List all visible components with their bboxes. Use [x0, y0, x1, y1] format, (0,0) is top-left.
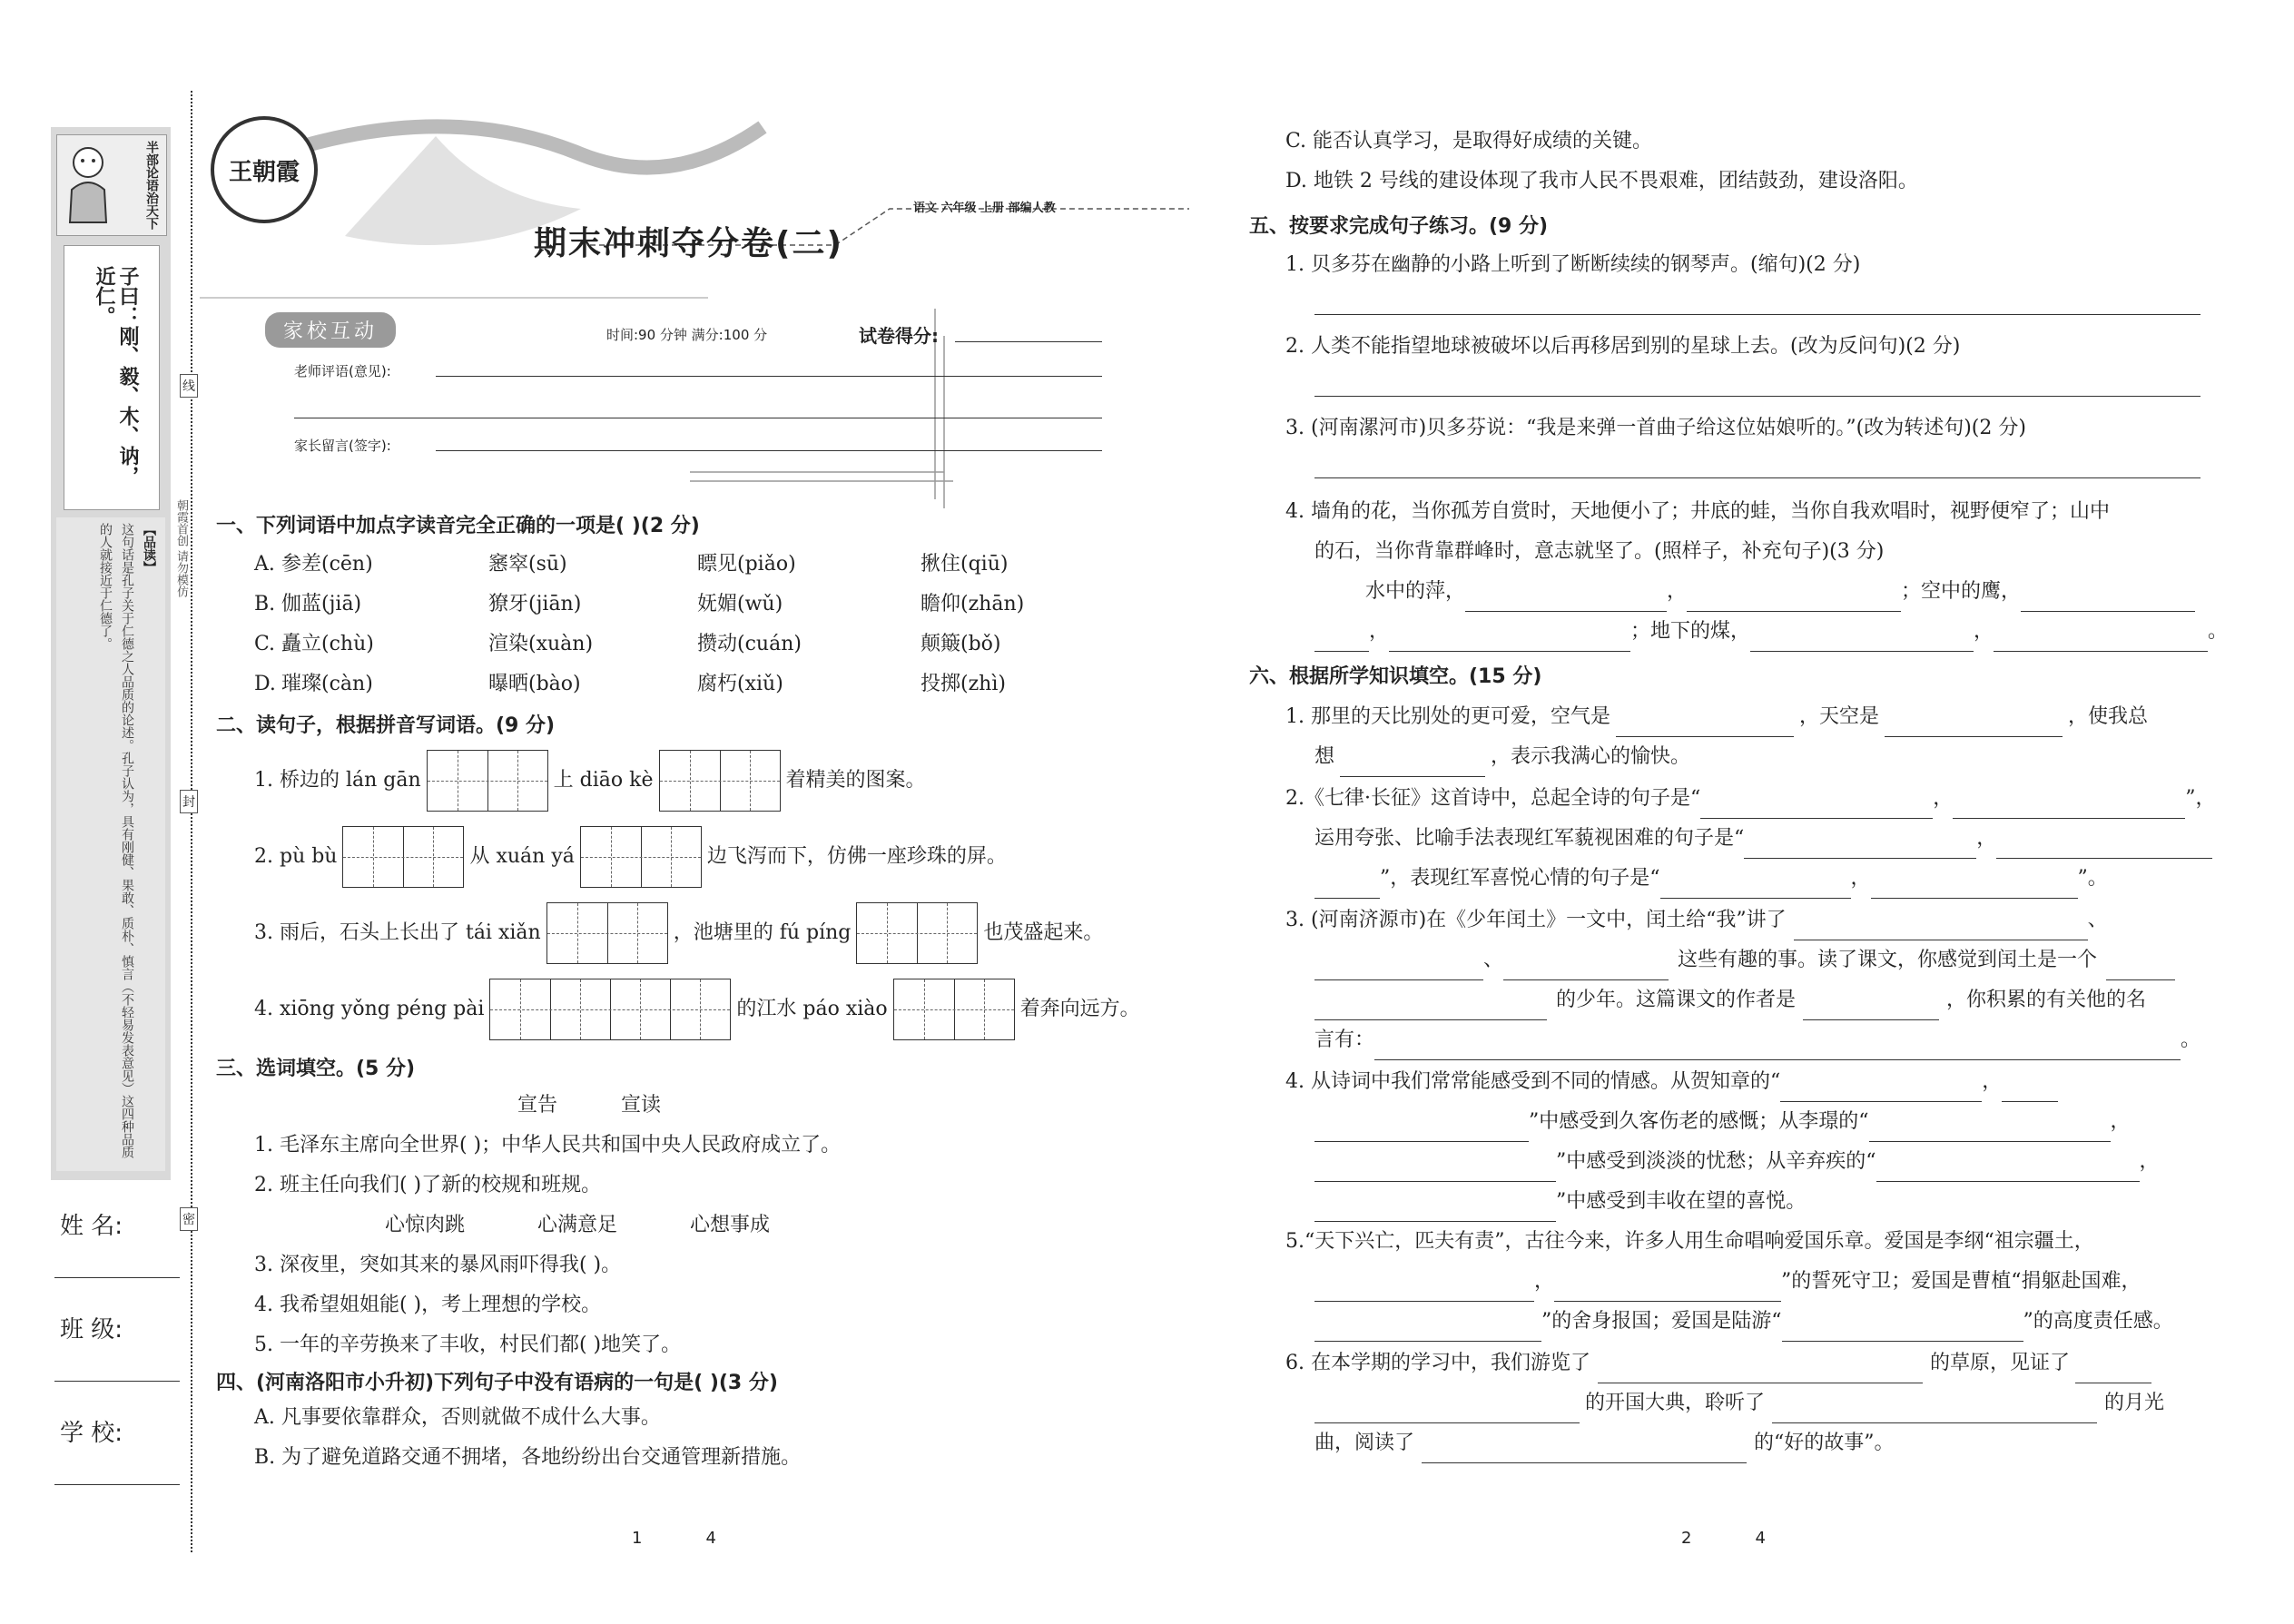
text: 的开国大典，聆听了 [1585, 1392, 1766, 1414]
text: ；空中的鹰， [1901, 580, 2022, 603]
name-field-group [54, 1207, 182, 1485]
blank[interactable] [1700, 794, 1933, 819]
section-6-title: 六、根据所学知识填空。(15 分) [1249, 665, 1542, 688]
sec5-q1: 1. 贝多芬在幽静的小路上听到了断断续续的钢琴声。(缩句)(2 分) [1285, 253, 1861, 276]
blank[interactable] [2106, 956, 2175, 980]
word-choices-2 [385, 1206, 770, 1245]
section-1-options [254, 545, 1024, 704]
answer-grid[interactable] [580, 826, 702, 888]
text: ， [2110, 1110, 2131, 1133]
brand-logo-text: 王朝霞 [228, 158, 300, 186]
sec6-q2-line3 [1314, 859, 2108, 899]
blank[interactable] [1554, 1277, 1781, 1302]
fill-q2[interactable]: 2. 班主任向我们( )了新的校规和班规。 [254, 1174, 602, 1196]
text: ”， [2185, 787, 2216, 810]
sec4-option-b[interactable]: B. 为了避免道路交通不拥堵，各地纷纷出台交通管理新措施。 [254, 1446, 802, 1469]
blank[interactable] [1744, 834, 1976, 859]
sidebar-motto: 半部论语治天下 [144, 141, 159, 230]
teacher-comment-label: 老师评语(意见): [294, 363, 391, 379]
word-choices-1 [517, 1086, 661, 1126]
text: 的少年。这篇课文的作者是 [1556, 989, 1797, 1011]
text: ， [1982, 1070, 2003, 1093]
fill-q1[interactable]: 1. 毛泽东主席向全世界( )；中华人民共和国中央人民政府成立了。 [254, 1134, 842, 1156]
sec6-q2-line2 [1314, 819, 2212, 859]
sec6-q5-line1: 5.“天下兴亡，匹夫有责”，古往今来，许多人用生命唱响爱国乐章。爱国是李纲“祖宗疆土， [1285, 1230, 2094, 1253]
pinyin-text: 的江水 páo xiào [736, 998, 888, 1020]
blank[interactable] [1314, 1317, 1541, 1342]
pinyin-q1 [254, 750, 926, 812]
pinyin-text: 上 diāo kè [553, 769, 654, 792]
sec6-q4-line3 [1314, 1142, 2160, 1182]
score-label: 试卷得分: [859, 325, 939, 347]
option-word: 渲染(xuàn) [488, 633, 594, 655]
class-input-line[interactable] [54, 1381, 180, 1382]
parent-comment-line[interactable] [436, 450, 1102, 451]
text: 想 [1314, 745, 1335, 768]
option-label: A. [254, 553, 275, 576]
option-word: 参差(cēn) [281, 553, 373, 576]
sec5-q4-line1: 4. 墙角的花，当你孤芳自赏时，天地便小了；井底的蛙，当你自我欢唱时，视野便窄了；山中 [1285, 500, 2110, 523]
section-2-title: 二、读句子，根据拼音写词语。(9 分) [216, 714, 556, 737]
sec5-q4-line2: 的石，当你背靠群峰时，意志就坚了。(照样子，补充句子)(3 分) [1314, 540, 1885, 563]
blank[interactable] [1750, 627, 1974, 652]
time-info: 时间:90 分钟 满分:100 分 [606, 327, 768, 343]
blank[interactable] [1782, 1317, 2023, 1342]
sidebar-commentary-box [56, 517, 165, 1171]
sec6-q4-line4 [1314, 1182, 1806, 1222]
blank[interactable] [1876, 1157, 2140, 1182]
sec6-q1-line2 [1314, 737, 1690, 777]
text: 这些有趣的事。读了课文，你感觉到闰土是一个 [1678, 949, 2098, 971]
text: ，天空是 [1799, 705, 1880, 728]
blank[interactable] [1503, 956, 1669, 980]
blank[interactable] [1869, 1117, 2111, 1142]
pinyin-text: ，池塘里的 fú píng [673, 921, 852, 944]
sec5-q3-answer-line[interactable] [1314, 477, 2200, 478]
sec5-q1-answer-line[interactable] [1314, 314, 2200, 315]
blank[interactable] [1389, 627, 1630, 652]
section-3-title: 三、选词填空。(5 分) [216, 1058, 416, 1080]
blank[interactable] [1794, 916, 2088, 940]
page-no: 2 [1681, 1529, 1692, 1548]
answer-grid[interactable] [893, 979, 1015, 1040]
blank[interactable] [1314, 1277, 1534, 1302]
sec6-q5-line3 [1314, 1302, 2173, 1342]
option-word: 妩媚(wǔ) [697, 593, 783, 615]
option-label: C. [254, 633, 276, 655]
text: 6. 在本学期的学习中，我们游览了 [1285, 1352, 1590, 1374]
option-b[interactable] [254, 585, 1024, 625]
text: 曲，阅读了 [1314, 1432, 1415, 1454]
text: 的“好的故事”。 [1754, 1432, 1895, 1454]
answer-grid[interactable] [546, 902, 668, 964]
blank[interactable] [1314, 956, 1483, 980]
answer-grid[interactable] [489, 979, 731, 1040]
option-word: 曝晒(bào) [488, 673, 581, 695]
text: ”中感受到淡淡的忧愁；从辛弃疾的“ [1556, 1150, 1876, 1173]
answer-grid[interactable] [342, 826, 464, 888]
commentary-text: 这句话是孔子关于仁德之人品质的论述。孔子认为，具有刚健、果敢、质朴、慎言（不轻易发表意见）这四种品质的人就接近于仁德了。 [98, 523, 134, 1158]
option-a[interactable] [254, 545, 1024, 585]
sec6-q3-line4 [1314, 1020, 2200, 1060]
blank[interactable] [1616, 713, 1794, 737]
pinyin-text: 着精美的图案。 [785, 769, 926, 792]
blank[interactable] [1314, 996, 1547, 1020]
pinyin-text: 4. xiōng yǒng péng pài [254, 998, 485, 1020]
blank[interactable] [1314, 874, 1380, 899]
page-title: 期末冲刺夺分卷(二) [534, 225, 843, 262]
option-label: B. [254, 593, 276, 615]
answer-grid[interactable] [427, 750, 548, 812]
parent-comment-label: 家长留言(签字): [294, 438, 391, 454]
text: 。 [2181, 1029, 2201, 1051]
blank[interactable] [2021, 587, 2195, 612]
fill-q4[interactable]: 4. 我希望姐姐能( )，考上理想的学校。 [254, 1294, 602, 1316]
sec6-q2-line1 [1285, 779, 2216, 819]
blank[interactable] [1660, 874, 1851, 899]
text: ， [1933, 787, 1954, 810]
sec4-option-d[interactable]: D. 地铁 2 号线的建设体现了我市人民不畏艰难，团结鼓劲，建设洛阳。 [1285, 170, 1918, 192]
sec6-q5-line2 [1314, 1262, 2141, 1302]
answer-grid[interactable] [856, 902, 978, 964]
text: 3. (河南济源市)在《少年闰土》一文中，闰土给“我”讲了 [1285, 909, 1787, 931]
name-label: 姓 名: [60, 1213, 123, 1240]
option-word: 瞟见(piǎo) [697, 553, 796, 576]
pinyin-text: 也茂盛起来。 [983, 921, 1104, 944]
pinyin-text: 边飞泻而下，仿佛一座珍珠的屏。 [706, 845, 1007, 868]
word-choice: 心惊肉跳 [385, 1214, 466, 1236]
option-word: 腐朽(xiǔ) [697, 673, 783, 695]
page-total: 4 [1755, 1529, 1766, 1548]
sec6-q6-line1 [1285, 1343, 2151, 1383]
option-word: 投掷(zhì) [921, 673, 1006, 695]
text: ”的誓死守卫；爱国是曹植“捐躯赴国难， [1781, 1270, 2141, 1293]
school-input-line[interactable] [54, 1484, 180, 1485]
blank[interactable] [1803, 996, 1939, 1020]
blank[interactable] [1953, 794, 2185, 819]
sec6-q6-line2 [1314, 1383, 2164, 1423]
blank[interactable] [1314, 627, 1369, 652]
pinyin-q3 [254, 902, 1103, 964]
fill-q5[interactable]: 5. 一年的辛劳换来了丰收，村民们都( )地笑了。 [254, 1334, 682, 1356]
text: ；地下的煤， [1630, 620, 1751, 643]
text: ， [1850, 867, 1871, 890]
sec4-option-c[interactable]: C. 能否认真学习，是取得好成绩的关键。 [1285, 130, 1653, 153]
fold-mark-3: 密 [180, 1207, 198, 1231]
sec4-option-a[interactable]: A. 凡事要依靠群众，否则就做不成什么大事。 [254, 1406, 661, 1429]
option-d[interactable] [254, 664, 1024, 704]
option-word: 攒动(cuán) [697, 633, 802, 655]
sec6-q3-line1 [1285, 901, 2108, 940]
sec6-q3-line3 [1314, 980, 2146, 1020]
name-input-line[interactable] [54, 1277, 180, 1278]
fill-q3[interactable]: 3. 深夜里，突如其来的暴风雨吓得我( )。 [254, 1254, 622, 1276]
blank[interactable] [1374, 1036, 2181, 1060]
blank[interactable] [1687, 587, 1901, 612]
option-word: 矗立(chù) [281, 633, 374, 655]
blank[interactable] [1314, 1157, 1556, 1182]
text: ，你积累的有关他的名 [1946, 989, 2147, 1011]
option-word: 璀璨(càn) [281, 673, 373, 695]
class-label: 班 级: [60, 1316, 123, 1343]
section-4-title: 四、(河南洛阳市小升初)下列句子中没有语病的一句是( )(3 分) [216, 1372, 778, 1394]
sec5-q4-line4 [1314, 612, 2228, 652]
section-5-title: 五、按要求完成句子练习。(9 分) [1249, 215, 1549, 238]
text: 的月光 [2104, 1392, 2165, 1414]
option-word: 颠簸(bǒ) [921, 633, 1001, 655]
blank[interactable] [1871, 874, 2078, 899]
sidebar-quote-box [64, 245, 160, 510]
text: ， [2139, 1150, 2160, 1173]
text: ，表示我满心的愉快。 [1491, 745, 1691, 768]
school-label: 学 校: [60, 1420, 123, 1447]
sidebar-quote: 子曰：刚、毅、木、讷，近仁。 [93, 266, 139, 486]
sec5-q4-line3 [1365, 572, 2195, 612]
blank[interactable] [1314, 1399, 1580, 1423]
text: ”中感受到久客伤老的感慨；从李璟的“ [1529, 1110, 1869, 1133]
blank[interactable] [2075, 1359, 2151, 1383]
blank[interactable] [1314, 1117, 1529, 1142]
text: ”的高度责任感。 [2023, 1310, 2173, 1333]
blank[interactable] [1996, 834, 2212, 859]
text: 运用夸张、比喻手法表现红军藐视困难的句子是“ [1314, 827, 1745, 850]
text: 的草原，见证了 [1930, 1352, 2071, 1374]
blank[interactable] [1994, 627, 2208, 652]
text: 2.《七律·长征》这首诗中，总起全诗的句子是“ [1285, 787, 1701, 810]
text: 、 [2087, 909, 2108, 931]
text: ， [1667, 580, 1688, 603]
option-word: 窸窣(sū) [488, 553, 567, 576]
word-choice: 宣告 [517, 1094, 558, 1117]
blank[interactable] [1780, 1078, 1982, 1102]
blank[interactable] [1314, 1197, 1556, 1222]
binding-line [191, 91, 192, 1552]
pinyin-text: 1. 桥边的 lán gān [254, 769, 421, 792]
sec5-q2: 2. 人类不能指望地球被破坏以后再移居到别的星球上去。(改为反问句)(2 分) [1285, 335, 1961, 358]
word-choice: 心满意足 [537, 1214, 618, 1236]
home-school-badge: 家校互动 [265, 312, 396, 348]
option-word: 獠牙(jiān) [488, 593, 582, 615]
sec6-q1-line1 [1285, 697, 2148, 737]
blank[interactable] [1422, 1439, 1747, 1463]
option-c[interactable] [254, 625, 1024, 664]
text: ，使我总 [2068, 705, 2149, 728]
text: 言有： [1314, 1029, 1375, 1051]
sec6-q3-line2 [1314, 940, 2175, 980]
blank[interactable] [1598, 1359, 1923, 1383]
scholar-figure-icon [64, 144, 112, 226]
blank[interactable] [1772, 1399, 2097, 1423]
word-choice: 心想事成 [690, 1214, 771, 1236]
sec6-q6-line3 [1314, 1423, 1895, 1463]
text: ”中感受到丰收在望的喜悦。 [1556, 1190, 1807, 1213]
side-note: 朝霞首创 请勿模仿 [174, 499, 188, 598]
sec5-q3: 3. (河南漯河市)贝多芬说：“我是来弹一首曲子给这位姑娘听的。”(改为转述句)(2 分) [1285, 417, 2026, 439]
sec5-q2-answer-line[interactable] [1314, 396, 2200, 397]
sec6-q4-line1 [1285, 1062, 2058, 1102]
text: 、 [1483, 949, 1504, 971]
page-total: 4 [705, 1529, 716, 1548]
option-word: 伽蓝(jiā) [281, 593, 362, 615]
word-choice: 宣读 [621, 1094, 662, 1117]
pinyin-q4 [254, 979, 1140, 1040]
blank[interactable] [1340, 753, 1485, 777]
text: ， [1974, 620, 1994, 643]
commentary-label: 【品读】 [142, 523, 156, 574]
fold-mark-1: 线 [180, 374, 198, 398]
page-no: 1 [632, 1529, 643, 1548]
text: 。 [2208, 620, 2229, 643]
sidebar-motto-box [56, 134, 167, 236]
pinyin-text: 着奔向远方。 [1019, 998, 1140, 1020]
brand-logo [211, 116, 318, 223]
blank[interactable] [1465, 587, 1667, 612]
answer-grid[interactable] [659, 750, 781, 812]
text: 水中的萍， [1365, 580, 1466, 603]
text: 4. 从诗词中我们常常能感受到不同的情感。从贺知章的“ [1285, 1070, 1781, 1093]
teacher-comment-line-1[interactable] [436, 376, 1102, 377]
text: ”。 [2077, 867, 2108, 890]
text: ， [1534, 1270, 1555, 1293]
blank[interactable] [2002, 1078, 2058, 1102]
sec6-q4-line2 [1314, 1102, 2131, 1142]
text: ， [1976, 827, 1997, 850]
pinyin-q2 [254, 826, 1007, 888]
pinyin-text: 2. pù bù [254, 845, 338, 868]
text: ”的舍身报国；爱国是陆游“ [1541, 1310, 1782, 1333]
blank[interactable] [1885, 713, 2063, 737]
page-number-right [1681, 1529, 1766, 1548]
score-input[interactable] [955, 341, 1102, 342]
pinyin-text: 3. 雨后，石头上长出了 tái xiǎn [254, 921, 541, 944]
option-word: 揪住(qiū) [921, 553, 1009, 576]
subject-tags: 语文 六年级 上册 部编人教 [913, 202, 1056, 215]
text: ， [1369, 620, 1390, 643]
option-label: D. [254, 673, 276, 695]
text: 1. 那里的天比别处的更可爱，空气是 [1285, 705, 1610, 728]
page-number-left [632, 1529, 716, 1548]
option-word: 瞻仰(zhān) [921, 593, 1025, 615]
section-1-title: 一、下列词语中加点字读音完全正确的一项是( )(2 分) [216, 515, 700, 537]
pinyin-text: 从 xuán yá [469, 845, 575, 868]
fold-mark-2: 封 [180, 790, 198, 813]
text: ”，表现红军喜悦心情的句子是“ [1380, 867, 1660, 890]
